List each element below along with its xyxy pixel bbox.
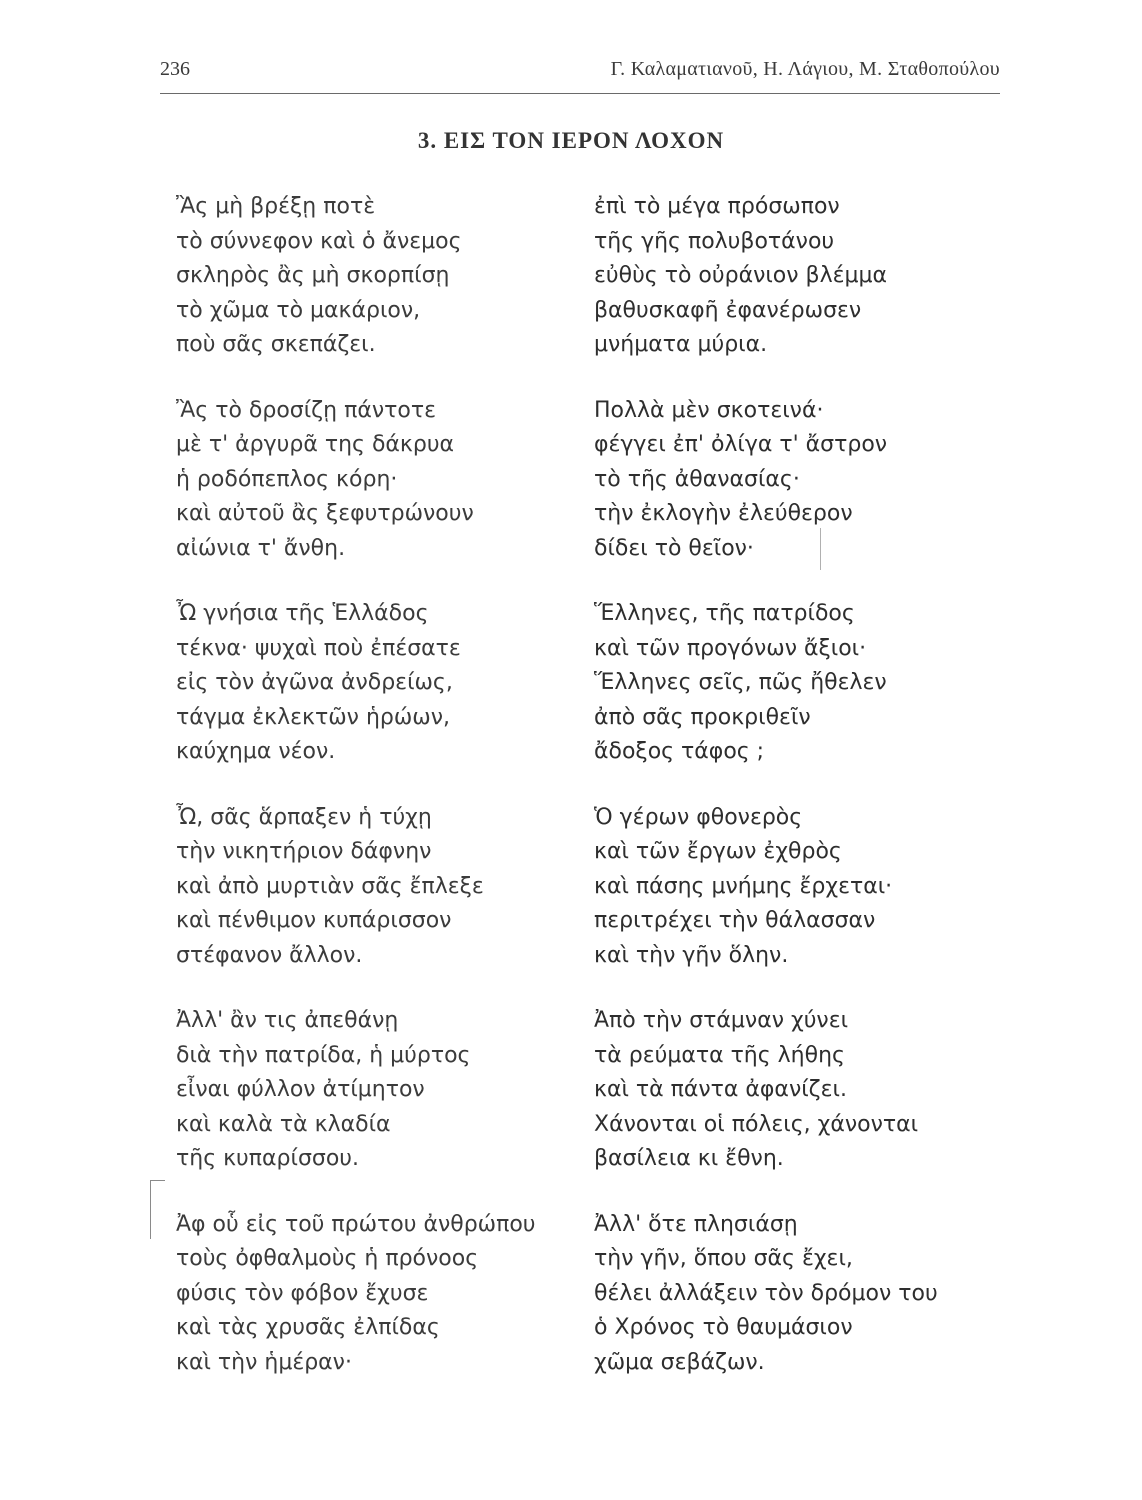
stanza — [594, 801, 994, 974]
verse-line: καὶ πάσης μνήμης ἔρχεται· — [594, 873, 893, 899]
verse-line: τὸ σύννεφον καὶ ὁ ἄνεμος — [176, 228, 462, 254]
verse-line: καὶ πένθιμον κυπάρισσον — [176, 908, 452, 933]
margin-pencil-mark — [808, 528, 821, 570]
verse-line: τῆς γῆς πολυβοτάνου — [594, 228, 835, 254]
stanza — [176, 1004, 586, 1177]
stanza — [176, 1208, 586, 1381]
verse-line: καὶ τὰς χρυσᾶς ἐλπίδας — [176, 1315, 440, 1340]
verse-line: ἀπὸ σᾶς προκριθεῖν — [594, 704, 811, 730]
stanza — [176, 394, 586, 567]
verse-line: καὶ τῶν προγόνων ἄξιοι· — [594, 635, 867, 661]
verse-line: Πολλὰ μὲν σκοτεινά· — [594, 397, 824, 423]
verse-line: ἄδοξος τάφος ; — [594, 739, 765, 764]
verse-line: εὐθὺς τὸ οὐράνιον βλέμμα — [594, 263, 887, 288]
left-column — [176, 190, 586, 1380]
verse-line: αἰώνια τ' ἄνθη. — [176, 535, 346, 561]
verse-line: ποὺ σᾶς σκεπάζει. — [176, 332, 376, 357]
verse-line: καὶ τὰ πάντα ἀφανίζει. — [594, 1077, 847, 1102]
verse-line: τὸ χῶμα τὸ μακάριον, — [176, 297, 421, 323]
page-number: 236 — [160, 58, 190, 80]
verse-line: μνήματα μύρια. — [594, 332, 768, 357]
running-head: Γ. Καλαματιανοῦ, Η. Λάγιου, Μ. Σταθοπούλου — [610, 58, 1000, 80]
verse-line: ἐπὶ τὸ μέγα πρόσωπον — [594, 194, 840, 219]
verse-line: φέγγει ἐπ' ὀλίγα τ' ἄστρον — [594, 432, 888, 457]
verse-line: τέκνα· ψυχαὶ ποὺ ἐπέσατε — [176, 635, 461, 661]
verse-line: περιτρέχει τὴν θάλασσαν — [594, 908, 876, 933]
verse-line: τὰ ρεύματα τῆς λήθης — [594, 1042, 845, 1068]
verse-line: καὶ αὐτοῦ ἂς ξεφυτρώνουν — [176, 501, 474, 526]
verse-line: Ἂς τὸ δροσίζῃ πάντοτε — [176, 397, 436, 423]
verse-line: Ἕλληνες σεῖς, πῶς ἤθελεν — [594, 670, 887, 695]
verse-line: σκληρὸς ἂς μὴ σκορπίσῃ — [176, 263, 450, 288]
verse-line: Ἀλλ' ἂν τις ἀπεθάνῃ — [176, 1008, 399, 1033]
verse-line: διὰ τὴν πατρίδα, ἡ μύρτος — [176, 1042, 471, 1068]
verse-line: τὴν νικητήριον δάφνην — [176, 839, 432, 864]
verse-line: καὶ τὴν ἡμέραν· — [176, 1349, 352, 1375]
verse-line: βαθυσκαφῆ ἐφανέρωσεν — [594, 297, 862, 323]
verse-line: Χάνονται οἱ πόλεις, χάνονται — [594, 1111, 919, 1137]
verse-line: εἶναι φύλλον ἀτίμητον — [176, 1077, 425, 1102]
verse-line: βασίλεια κι ἔθνη. — [594, 1146, 784, 1171]
verse-line: Ἀλλ' ὅτε πλησιάσῃ — [594, 1211, 798, 1237]
verse-line: τάγμα ἐκλεκτῶν ἡρώων, — [176, 704, 450, 730]
verse-line: Ἕλληνες, τῆς πατρίδος — [594, 601, 855, 626]
margin-bracket-mark — [150, 1180, 165, 1239]
stanza — [594, 1208, 994, 1381]
verse-line: φύσις τὸν φόβον ἔχυσε — [176, 1280, 429, 1306]
verse-line: Ἂς μὴ βρέξῃ ποτὲ — [176, 194, 376, 219]
verse-line: Ἀπὸ τὴν στάμναν χύνει — [594, 1008, 849, 1033]
stanza — [176, 190, 586, 363]
verse-line: θέλει ἀλλάξειν τὸν δρόμον του — [594, 1280, 938, 1306]
stanza — [594, 394, 994, 567]
stanza — [594, 190, 994, 363]
verse-line: στέφανον ἄλλον. — [176, 942, 363, 968]
header-rule — [160, 93, 1000, 94]
verse-line: καὶ καλὰ τὰ κλαδία — [176, 1111, 391, 1137]
verse-line: τοὺς ὀφθαλμοὺς ἡ πρόνοος — [176, 1246, 479, 1271]
verse-line: τὴν ἐκλογὴν ἐλεύθερον — [594, 501, 853, 526]
verse-line: Ὦ γνήσια τῆς Ἑλλάδος — [176, 601, 429, 626]
verse-line: καύχημα νέον. — [176, 739, 336, 764]
stanza — [176, 597, 586, 770]
verse-line: εἰς τὸν ἀγῶνα ἀνδρείως, — [176, 670, 453, 695]
section-title: 3. ΕΙΣ ΤΟΝ ΙΕΡΟΝ ΛΟΧΟΝ — [417, 128, 725, 153]
stanza — [594, 597, 994, 770]
page-header — [160, 58, 1000, 90]
verse-line: τὸ τῆς ἀθανασίας· — [594, 466, 800, 492]
stanza — [594, 1004, 994, 1177]
verse-line: δίδει τὸ θεῖον· — [594, 535, 754, 561]
verse-line: μὲ τ' ἀργυρᾶ της δάκρυα — [176, 432, 455, 457]
verse-line: καὶ ἀπὸ μυρτιὰν σᾶς ἔπλεξε — [176, 873, 484, 899]
verse-line: Ὦ, σᾶς ἅρπαξεν ἡ τύχῃ — [176, 804, 432, 830]
verse-line: Ἀφ οὗ εἰς τοῦ πρώτου ἀνθρώπου — [176, 1211, 536, 1237]
verse-line: χῶμα σεβάζων. — [594, 1349, 765, 1375]
stanza — [176, 801, 586, 974]
verse-line: ἡ ροδόπεπλος κόρη· — [176, 466, 398, 492]
verse-line: τῆς κυπαρίσσου. — [176, 1146, 360, 1171]
verse-line: ὁ Χρόνος τὸ θαυμάσιον — [594, 1315, 853, 1340]
right-column — [594, 190, 994, 1380]
verse-line: Ὁ γέρων φθονερὸς — [594, 804, 803, 830]
verse-line: καὶ τὴν γῆν ὅλην. — [594, 942, 789, 968]
verse-line: τὴν γῆν, ὅπου σᾶς ἔχει, — [594, 1246, 853, 1271]
verse-line: καὶ τῶν ἔργων ἐχθρὸς — [594, 839, 842, 864]
